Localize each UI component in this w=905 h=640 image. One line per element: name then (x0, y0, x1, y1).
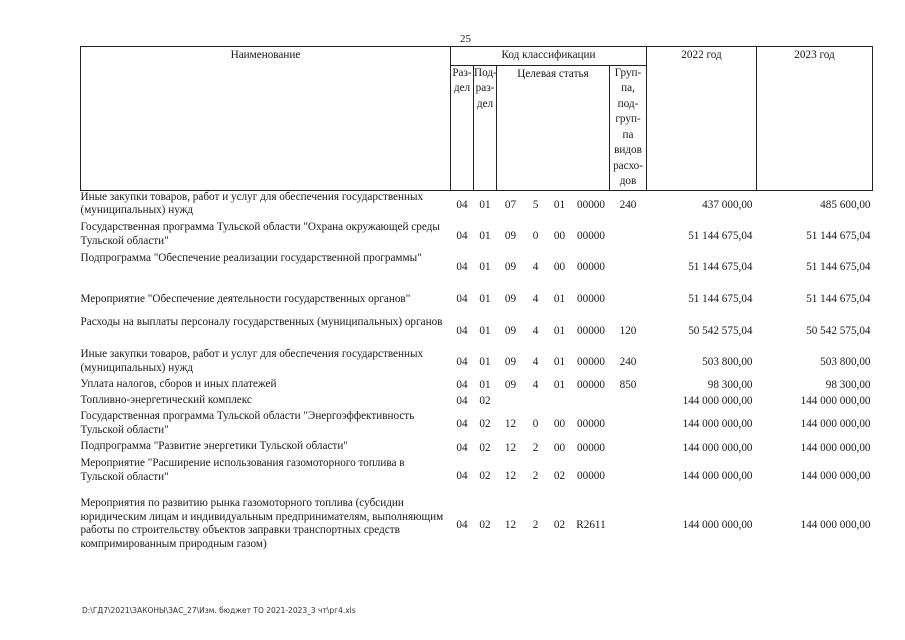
row-subsection: 02 (479, 441, 491, 454)
row-amount-2022: 98 300,00 (707, 379, 753, 392)
row-amount-2023: 144 000 000,00 (800, 441, 871, 454)
header-row-1 (81, 47, 873, 66)
row-direction: 00000 (577, 199, 605, 211)
row-expense-group (610, 394, 647, 410)
row-subprogram: 4 (532, 325, 539, 338)
header-subsection-line: Под- (474, 66, 497, 79)
row-subsection: 02 (479, 418, 491, 431)
table-row (81, 497, 873, 555)
row-section: 04 (456, 470, 468, 483)
row-expense-group: 240 (619, 199, 637, 211)
table-row (81, 378, 873, 394)
row-amount-2023: 144 000 000,00 (800, 418, 871, 431)
row-section: 04 (456, 519, 468, 532)
row-subsection: 01 (479, 379, 491, 392)
row-amount-2022: 503 800,00 (702, 356, 753, 369)
row-section: 04 (456, 356, 468, 369)
header-group-line: па, (621, 82, 635, 94)
row-direction: 00000 (577, 379, 605, 392)
row-expense-group (610, 221, 647, 252)
row-section: 04 (456, 441, 468, 454)
header-group-line: груп- (615, 113, 641, 125)
row-subprogram: 0 (532, 418, 539, 431)
header-group-line: расхо- (613, 159, 643, 172)
row-name: Мероприятие "Обеспечение деятельности государственных органов" (80, 292, 411, 305)
row-amount-2023: 144 000 000,00 (800, 470, 871, 483)
row-amount-2022: 437 000,00 (702, 199, 753, 211)
row-expense-group: 850 (619, 379, 637, 392)
row-event: 00 (553, 441, 566, 454)
header-classification: Код классификации (451, 47, 647, 66)
header-subsection-line: раз- (475, 82, 495, 94)
row-name: Иные закупки товаров, работ и услуг для обеспечения государственных (муниципальных) нужд (80, 190, 424, 216)
row-expense-group (610, 497, 647, 555)
row-amount-2023: 144 000 000,00 (800, 395, 871, 408)
row-event: 01 (553, 199, 566, 211)
row-program: 09 (504, 229, 517, 242)
row-subsection: 02 (479, 519, 491, 532)
row-program: 09 (504, 356, 517, 369)
row-event: 00 (553, 418, 566, 431)
table-row (81, 440, 873, 457)
row-amount-2023: 98 300,00 (825, 379, 871, 392)
header-group-line: Груп- (614, 66, 642, 79)
header-group-line: под- (617, 97, 639, 110)
header-year-2022: 2022 год (647, 47, 757, 191)
row-name: Мероприятия по развитию рынка газомоторного топлива (субсидии юридическим лицам и индивидуальным предпринимателям, выполняющим работы по строительству объектов заправки транспортных средств компримированным природным газом) (80, 497, 444, 550)
row-subprogram (525, 394, 547, 410)
row-amount-2022: 50 542 575,04 (688, 325, 753, 338)
row-program: 09 (504, 292, 517, 305)
header-target-article: Целевая статья (497, 65, 610, 190)
row-amount-2023: 485 600,00 (820, 199, 871, 211)
row-amount-2022: 51 144 675,04 (688, 229, 753, 242)
row-section: 04 (456, 229, 468, 242)
row-program: 09 (504, 379, 517, 392)
row-amount-2022: 144 000 000,00 (682, 395, 753, 408)
row-section: 04 (456, 292, 468, 305)
row-subprogram: 0 (532, 229, 539, 242)
row-amount-2022: 144 000 000,00 (682, 519, 753, 532)
row-name: Государственная программа Тульской области "Энергоэффективность Тульской области" (80, 410, 415, 436)
table-row (81, 348, 873, 378)
row-expense-group: 120 (619, 325, 637, 338)
row-amount-2023: 51 144 675,04 (806, 292, 871, 305)
row-expense-group (610, 283, 647, 316)
row-program: 12 (504, 418, 517, 431)
row-subprogram: 5 (532, 199, 539, 211)
row-section: 04 (456, 199, 468, 211)
row-event: 00 (553, 260, 566, 273)
row-event (547, 394, 573, 410)
row-program: 09 (504, 260, 517, 273)
row-amount-2022: 51 144 675,04 (688, 292, 753, 305)
row-direction: 00000 (577, 356, 605, 369)
table-row (81, 221, 873, 252)
row-program: 12 (504, 470, 517, 483)
row-subprogram: 4 (532, 356, 539, 369)
table-row (81, 190, 873, 221)
header-subsection-line: дел (476, 97, 494, 110)
row-subprogram: 4 (532, 292, 539, 305)
row-subsection: 01 (479, 229, 491, 242)
row-expense-group: 240 (619, 356, 637, 369)
row-subsection: 01 (479, 356, 491, 369)
row-program: 12 (504, 441, 517, 454)
page-number: 25 (460, 33, 471, 45)
row-name: Подпрограмма "Развитие энергетики Тульской области" (80, 440, 348, 452)
row-subsection: 01 (479, 325, 491, 338)
row-amount-2023: 144 000 000,00 (800, 519, 871, 532)
row-section: 04 (456, 395, 468, 408)
row-direction: 00000 (577, 441, 605, 454)
row-name: Мероприятие "Расширение использования газомоторного топлива в Тульской области" (80, 457, 405, 483)
header-section-line: дел (453, 82, 471, 94)
row-amount-2023: 51 144 675,04 (806, 229, 871, 242)
row-name: Государственная программа Тульской области "Охрана окружающей среды Тульской области" (80, 221, 440, 247)
row-subsection: 02 (479, 395, 491, 408)
row-subprogram: 2 (532, 519, 539, 532)
header-subsection (474, 65, 497, 190)
row-amount-2023: 51 144 675,04 (806, 260, 871, 273)
row-expense-group (610, 440, 647, 457)
table-row (81, 394, 873, 410)
row-name: Подпрограмма "Обеспечение реализации государственной программы" (80, 252, 422, 264)
row-direction: 00000 (577, 418, 605, 431)
row-name: Уплата налогов, сборов и иных платежей (80, 378, 277, 390)
row-section: 04 (456, 260, 468, 273)
row-event: 01 (553, 292, 566, 305)
row-event: 01 (553, 379, 566, 392)
file-path-footer: D:\ГД7\2021\ЗАКОНЫ\ЗАС_27\Изм. бюджет ТО 2021-2023_3 чт\рг4.xls (82, 606, 356, 615)
row-direction: 00000 (577, 325, 605, 338)
row-program: 07 (504, 199, 517, 211)
row-subsection: 01 (479, 292, 491, 305)
row-program: 12 (504, 519, 517, 532)
row-section: 04 (456, 418, 468, 431)
row-name: Иные закупки товаров, работ и услуг для обеспечения государственных (муниципальных) нужд (80, 348, 424, 374)
row-name: Топливно-энергетический комплекс (80, 394, 252, 406)
row-section: 04 (456, 379, 468, 392)
row-amount-2022: 144 000 000,00 (682, 418, 753, 431)
row-amount-2022: 144 000 000,00 (682, 470, 753, 483)
row-amount-2023: 50 542 575,04 (806, 325, 871, 338)
row-amount-2022: 51 144 675,04 (688, 260, 753, 273)
row-subprogram: 2 (532, 441, 539, 454)
row-expense-group (610, 457, 647, 497)
header-group-line: па (622, 128, 634, 141)
row-name: Расходы на выплаты персоналу государственных (муниципальных) органов (80, 316, 443, 328)
row-subsection: 01 (479, 199, 491, 211)
table-row (81, 410, 873, 440)
row-subprogram: 4 (532, 260, 539, 273)
row-direction: 00000 (577, 229, 605, 242)
row-subprogram: 4 (532, 379, 539, 392)
table-row (81, 457, 873, 497)
row-subprogram: 2 (532, 470, 539, 483)
row-section: 04 (456, 325, 468, 338)
row-event: 02 (553, 519, 566, 532)
header-section (451, 65, 474, 190)
row-subsection: 01 (479, 260, 491, 273)
header-name: Наименование (81, 47, 451, 191)
header-year-2023: 2023 год (757, 47, 873, 191)
header-group-line: дов (619, 175, 637, 187)
row-amount-2022: 144 000 000,00 (682, 441, 753, 454)
row-direction: R2611 (576, 519, 606, 532)
row-expense-group (610, 410, 647, 440)
header-expense-group (610, 65, 647, 190)
row-direction: 00000 (577, 260, 605, 273)
budget-table (80, 46, 873, 555)
table-row (81, 252, 873, 283)
row-event: 02 (553, 470, 566, 483)
row-event: 00 (553, 229, 566, 242)
row-expense-group (610, 252, 647, 283)
row-direction (573, 394, 610, 410)
row-direction: 00000 (577, 470, 605, 483)
row-direction: 00000 (577, 292, 605, 305)
table-row (81, 283, 873, 316)
row-amount-2023: 503 800,00 (820, 356, 871, 369)
row-program: 09 (504, 325, 517, 338)
header-section-line: Раз- (452, 66, 472, 79)
row-event: 01 (553, 325, 566, 338)
table-row (81, 316, 873, 348)
row-program (497, 394, 525, 410)
row-event: 01 (553, 356, 566, 369)
header-group-line: видов (614, 144, 642, 156)
row-subsection: 02 (479, 470, 491, 483)
